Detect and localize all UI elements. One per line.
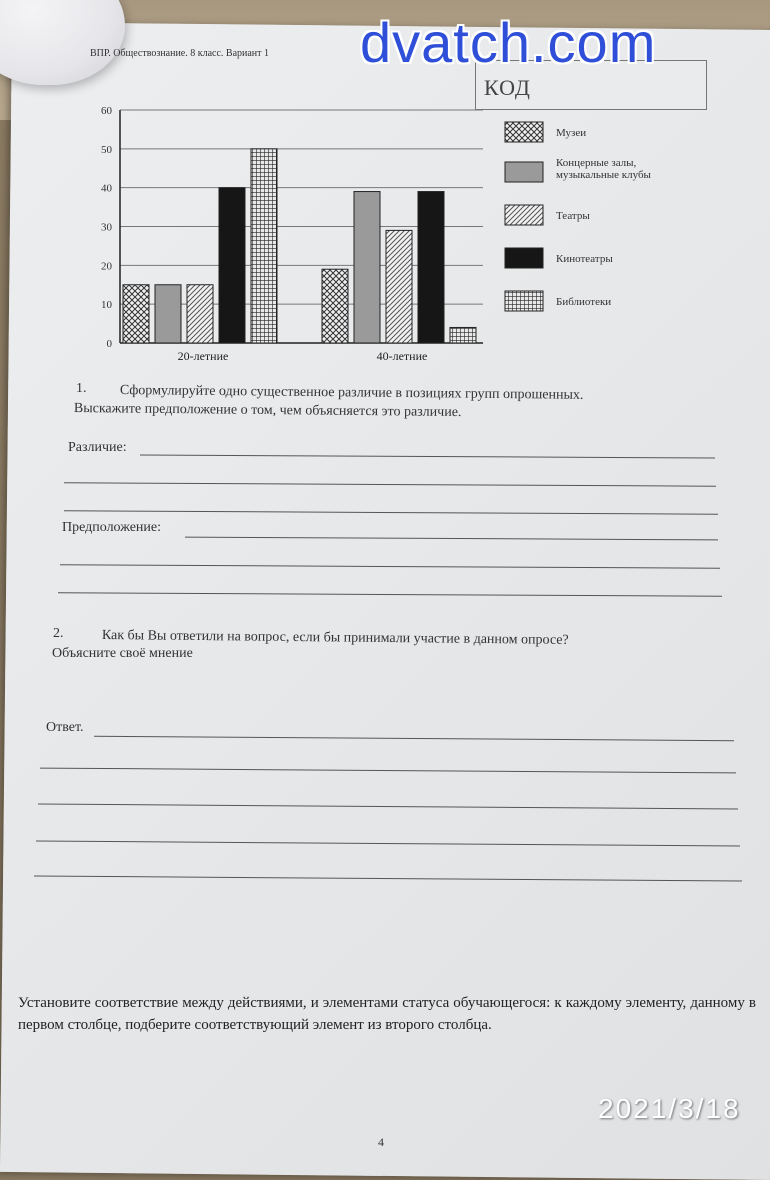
answer-label: Ответ.	[46, 720, 84, 735]
bar	[187, 285, 213, 343]
y-tick-label: 40	[101, 182, 112, 195]
bar	[251, 149, 277, 343]
chart-x-labels	[178, 349, 428, 363]
y-tick-label: 20	[101, 260, 112, 273]
q2-text-line2: Объясните своё мнение	[52, 646, 193, 661]
legend-label: Концерные залы,	[556, 157, 637, 169]
watermark-text: dvatch.com	[360, 11, 657, 74]
legend-label: Театры	[556, 210, 590, 222]
y-tick-label: 50	[101, 143, 112, 156]
page-number: 4	[378, 1135, 384, 1149]
q2-number: 2.	[53, 626, 64, 641]
legend-swatch	[505, 291, 543, 311]
q1-text-line1: Сформулируйте одно существенное различие в позициях групп опрошенных.	[119, 382, 584, 403]
legend-swatch	[505, 205, 543, 225]
bar	[219, 188, 245, 343]
bar	[322, 269, 348, 343]
legend-swatch	[505, 162, 543, 182]
bar	[418, 192, 444, 343]
legend-label: Библиотеки	[556, 296, 612, 308]
legend-swatch	[505, 248, 543, 268]
q1-text-line2: Выскажите предположение о том, чем объясняется это различие.	[73, 400, 462, 421]
q2-text-line1: Как бы Вы ответили на вопрос, если бы принимали участие в данном опросе?	[101, 627, 569, 648]
assumption-label: Предположение:	[62, 520, 161, 535]
chart-bars	[123, 149, 476, 343]
photo-timestamp: 2021/3/18	[598, 1093, 741, 1124]
x-category-label: 20-летние	[177, 349, 229, 363]
bar	[354, 192, 380, 343]
chart-legend	[505, 122, 652, 311]
q1-number: 1.	[76, 381, 87, 396]
bar	[155, 285, 181, 343]
bar	[123, 285, 149, 343]
legend-swatch	[505, 122, 543, 142]
x-category-label: 40-летние	[376, 349, 428, 363]
difference-label: Различие:	[68, 440, 127, 455]
legend-label: музыкальные клубы	[556, 169, 651, 181]
legend-label: Кинотеатры	[556, 253, 613, 265]
bar	[386, 230, 412, 343]
y-tick-label: 30	[101, 221, 112, 234]
y-tick-label: 10	[101, 299, 112, 312]
bar	[450, 327, 476, 343]
task-instruction: Установите соответствие между действиями, и элементами статуса обучающегося: к каждому элементу, данному в первом столбце, подберите соответствующий элемент из второго столбца.	[18, 995, 756, 1033]
chart-y-ticks	[101, 105, 113, 350]
legend-label: Музеи	[556, 127, 587, 139]
code-label: КОД	[484, 75, 531, 100]
y-tick-label: 60	[101, 105, 112, 117]
page-header: ВПР. Обществознание. 8 класс. Вариант 1	[90, 48, 270, 59]
y-tick-label: 0	[106, 338, 112, 350]
